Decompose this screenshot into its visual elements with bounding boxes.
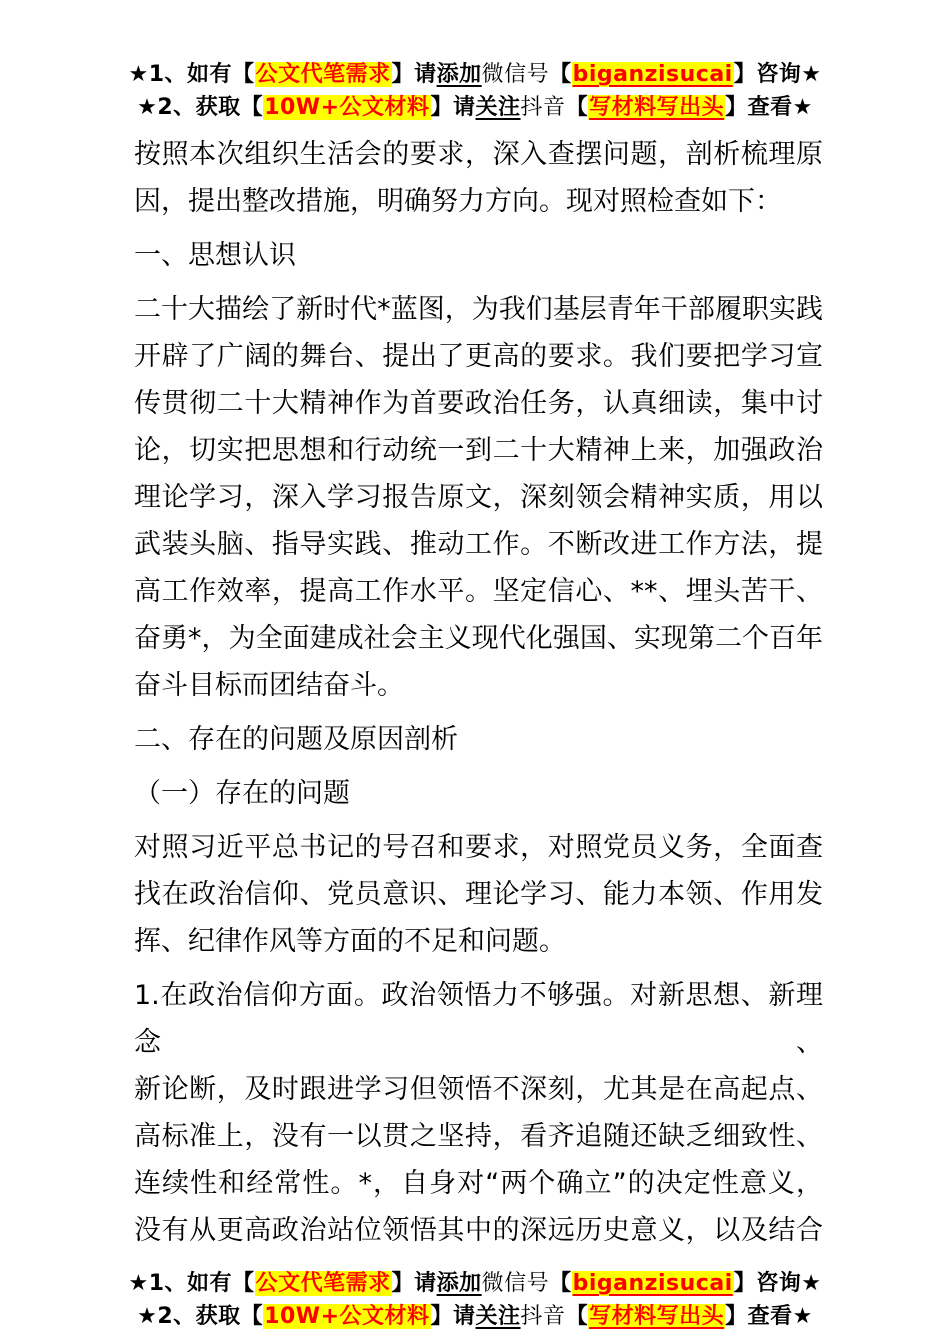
notice-line-2 — [0, 91, 950, 124]
notice-text: 【 — [549, 62, 572, 87]
document-line: 开辟了广阔的舞台、提出了更高的要求。我们要把学习宣 — [134, 341, 823, 372]
notice-text: 抖音 — [520, 95, 566, 120]
notice-highlight-text: biganzisucai — [572, 1271, 733, 1296]
document-line: 没有从更高政治站位领悟其中的深远历史意义，以及结合 — [134, 1215, 823, 1246]
notice-text: 】查看★ — [725, 95, 813, 120]
notice-text: 抖音 — [520, 1304, 566, 1329]
notice-text: 微信号 — [481, 1271, 550, 1296]
notice-text: 【 — [565, 1304, 589, 1329]
notice-text: 】查看★ — [725, 1304, 813, 1329]
document-line: 挥、纪律作风等方面的不足和问题。 — [134, 926, 566, 957]
notice-text: 】请 — [391, 1271, 437, 1296]
document-line: 一、思想认识 — [134, 240, 296, 271]
notice-underline-text: 关注 — [475, 1304, 521, 1329]
document-line: 二、存在的问题及原因剖析 — [134, 724, 458, 755]
notice-underline-text: 关注 — [475, 95, 521, 120]
notice-text: ★2、获取【 — [137, 95, 264, 120]
document-line: 因，提出整改措施，明确努力方向。现对照检查如下： — [134, 186, 782, 217]
document-line: 按照本次组织生活会的要求，深入查摆问题，剖析梳理原 — [134, 139, 823, 170]
document-line: 连续性和经常性。*，自身对“两个确立”的决定性意义， — [134, 1168, 823, 1199]
notice-line-1 — [0, 1267, 950, 1300]
document-line: 二十大描绘了新时代*蓝图，为我们基层青年干部履职实践 — [134, 294, 823, 325]
document-line: 理论学习，深入学习报告原文，深刻领会精神实质，用以 — [134, 482, 823, 513]
document-line: 找在政治信仰、党员意识、理论学习、能力本领、作用发 — [134, 879, 823, 910]
notice-highlight-text: 写材料写出头 — [589, 95, 725, 120]
document-paragraph — [134, 286, 823, 709]
document-line: 武装头脑、指导实践、推动工作。不断改进工作方法，提 — [134, 529, 823, 560]
document-heading — [134, 716, 823, 763]
notice-line-1 — [0, 58, 950, 91]
notice-line-2 — [0, 1300, 950, 1333]
notice-highlight-text: 10W+公文材料 — [264, 95, 430, 120]
notice-highlight-text: 公文代笔需求 — [255, 62, 391, 87]
document-line: 对照习近平总书记的号召和要求，对照党员义务，全面查 — [134, 832, 823, 863]
notice-text: 】咨询★ — [733, 62, 822, 87]
notice-text: 】咨询★ — [733, 1271, 822, 1296]
notice-highlight-text: 公文代笔需求 — [255, 1271, 391, 1296]
notice-text: 】请 — [391, 62, 437, 87]
notice-underline-text: 添加 — [436, 62, 482, 87]
document-paragraph — [134, 131, 823, 225]
notice-text: 】请 — [430, 95, 476, 120]
document-line: 高标准上，没有一以贯之坚持，看齐追随还缺乏细致性、 — [134, 1121, 823, 1152]
notice-header — [0, 0, 950, 124]
document-line: 1.在政治信仰方面。政治领悟力不够强。对新思想、新理念、 — [134, 980, 823, 1058]
document-line: 论，切实把思想和行动统一到二十大精神上来，加强政治 — [134, 435, 823, 466]
document-line: 奋勇*，为全面建成社会主义现代化强国、实现第二个百年 — [134, 623, 823, 654]
notice-text: 【 — [549, 1271, 572, 1296]
notice-text: ★1、如有【 — [128, 1271, 255, 1296]
notice-text: 微信号 — [481, 62, 550, 87]
notice-text: 【 — [565, 95, 589, 120]
notice-text: 】请 — [430, 1304, 476, 1329]
notice-underline-text: 添加 — [436, 1271, 482, 1296]
notice-text: ★2、获取【 — [137, 1304, 264, 1329]
document-heading — [134, 770, 823, 817]
document-heading — [134, 232, 823, 279]
notice-highlight-text: 写材料写出头 — [589, 1304, 725, 1329]
notice-highlight-text: biganzisucai — [572, 62, 733, 87]
document-body — [134, 131, 823, 1254]
document-line: 奋斗目标而团结奋斗。 — [134, 670, 404, 701]
document-line: （一）存在的问题 — [134, 778, 350, 809]
document-paragraph — [134, 824, 823, 965]
document-line: 高工作效率，提高工作水平。坚定信心、**、埋头苦干、 — [134, 576, 823, 607]
document-paragraph — [134, 972, 823, 1254]
notice-text: ★1、如有【 — [128, 62, 255, 87]
document-line: 传贯彻二十大精神作为首要政治任务，认真细读，集中讨 — [134, 388, 823, 419]
notice-highlight-text: 10W+公文材料 — [264, 1304, 430, 1329]
notice-footer — [0, 1261, 950, 1333]
document-line: 新论断，及时跟进学习但领悟不深刻，尤其是在高起点、 — [134, 1074, 823, 1105]
